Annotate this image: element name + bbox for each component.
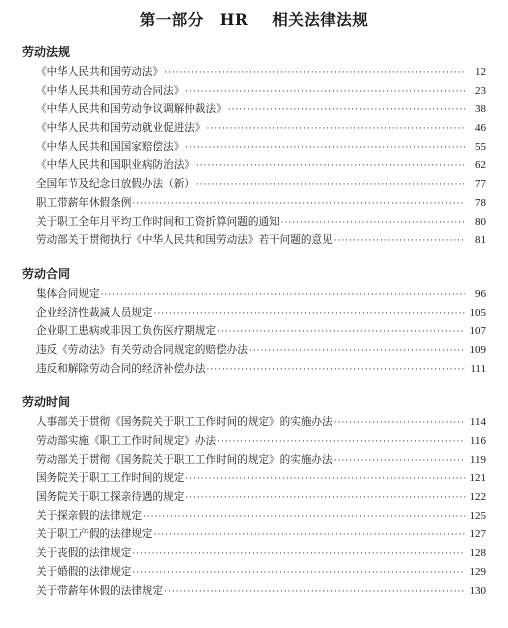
dot-leader bbox=[228, 101, 465, 120]
toc-entry bbox=[36, 451, 486, 470]
dot-leader bbox=[196, 176, 465, 195]
dot-leader bbox=[164, 583, 465, 602]
toc-entry bbox=[36, 432, 486, 451]
entry-title: 企业职工患病或非因工负伤医疗期规定 bbox=[36, 325, 217, 338]
dot-leader bbox=[217, 433, 465, 452]
toc-entry bbox=[36, 100, 486, 119]
entry-list bbox=[22, 413, 486, 600]
entry-title: 劳动部关于贯彻执行《中华人民共和国劳动法》若干问题的意见 bbox=[36, 234, 333, 247]
dot-leader bbox=[196, 157, 465, 176]
entry-title: 《中华人民共和国劳动合同法》 bbox=[36, 84, 185, 97]
toc-entry bbox=[36, 231, 486, 250]
entry-page-number: 38 bbox=[475, 103, 486, 116]
toc-entry bbox=[36, 413, 486, 432]
toc-entry bbox=[36, 544, 486, 563]
section-heading: 劳动法规 bbox=[22, 45, 71, 59]
entry-title: 劳动部关于贯彻《国务院关于职工工作时间的规定》的实施办法 bbox=[36, 453, 333, 466]
entry-title: 违反和解除劳动合同的经济补偿办法 bbox=[36, 362, 206, 375]
entry-title: 关于探亲假的法律规定 bbox=[36, 509, 142, 522]
entry-page-number: 23 bbox=[475, 84, 486, 97]
dot-leader bbox=[185, 489, 465, 508]
toc-entry bbox=[36, 175, 486, 194]
entry-title: 《中华人民共和国国家赔偿法》 bbox=[36, 140, 185, 153]
entry-page-number: 12 bbox=[475, 66, 486, 78]
toc-entry bbox=[36, 582, 486, 601]
entry-title: 国务院关于职工工作时间的规定 bbox=[36, 472, 185, 485]
toc-entry bbox=[36, 469, 486, 488]
dot-leader bbox=[154, 305, 465, 324]
section-working-hours bbox=[22, 392, 486, 600]
entry-title: 关于婚假的法律规定 bbox=[36, 565, 132, 578]
dot-leader bbox=[334, 414, 465, 433]
dot-leader bbox=[249, 342, 465, 361]
entry-title: 关于带薪年休假的法律规定 bbox=[36, 584, 164, 597]
entry-title: 劳动部实施《职工工作时间规定》办法 bbox=[36, 435, 217, 447]
toc-entry bbox=[36, 63, 486, 82]
entry-page-number: 80 bbox=[475, 215, 486, 228]
section-heading: 劳动合同 bbox=[22, 266, 71, 281]
dot-leader bbox=[207, 361, 466, 380]
entry-page-number: 130 bbox=[469, 584, 486, 597]
entry-page-number: 109 bbox=[469, 343, 486, 356]
entry-page-number: 78 bbox=[475, 196, 486, 209]
entry-title: 全国年节及纪念日放假办法（新） bbox=[36, 178, 195, 191]
toc-entry bbox=[36, 563, 486, 582]
entry-title: 关于丧假的法律规定 bbox=[36, 547, 132, 560]
dot-leader bbox=[281, 214, 465, 233]
entry-title: 关于职工产假的法律规定 bbox=[36, 528, 153, 541]
toc-entry bbox=[36, 285, 486, 304]
entry-page-number: 116 bbox=[469, 435, 486, 447]
dot-leader bbox=[143, 508, 465, 527]
toc-entry bbox=[36, 119, 486, 138]
entry-page-number: 96 bbox=[475, 287, 486, 300]
dot-leader bbox=[334, 232, 465, 251]
dot-leader bbox=[185, 139, 465, 158]
dot-leader bbox=[132, 195, 465, 214]
toc-entry bbox=[36, 304, 486, 323]
toc-entry bbox=[36, 341, 486, 360]
toc-entry bbox=[36, 194, 486, 213]
entry-title: 关于职工全年月平均工作时间和工资折算问题的通知 bbox=[36, 215, 280, 228]
entry-page-number: 105 bbox=[469, 306, 486, 319]
toc-entry bbox=[36, 525, 486, 544]
section-labor-regulations bbox=[22, 42, 486, 250]
entry-title: 职工带薪年休假条例 bbox=[36, 196, 132, 209]
entry-title: 集体合同规定 bbox=[36, 287, 100, 300]
dot-leader bbox=[185, 470, 465, 489]
dot-leader bbox=[101, 286, 465, 305]
entry-page-number: 114 bbox=[469, 416, 486, 429]
toc-entry bbox=[36, 156, 486, 175]
toc-entry bbox=[36, 138, 486, 157]
section-heading: 劳动时间 bbox=[22, 395, 71, 410]
entry-page-number: 111 bbox=[470, 362, 486, 375]
dot-leader bbox=[154, 526, 465, 545]
dot-leader bbox=[185, 83, 465, 102]
entry-title: 企业经济性裁减人员规定 bbox=[36, 306, 153, 319]
dot-leader bbox=[132, 564, 465, 583]
toc-entry bbox=[36, 82, 486, 101]
toc-entry bbox=[36, 322, 486, 341]
entry-title: 人事部关于贯彻《国务院关于职工工作时间的规定》的实施办法 bbox=[36, 416, 333, 429]
entry-title: 《中华人民共和国劳动法》 bbox=[36, 66, 164, 78]
toc-entry bbox=[36, 213, 486, 232]
dot-leader bbox=[334, 452, 465, 471]
section-labor-contracts bbox=[22, 264, 486, 378]
entry-page-number: 127 bbox=[469, 528, 486, 541]
entry-page-number: 122 bbox=[469, 491, 486, 504]
toc-entry bbox=[36, 360, 486, 379]
dot-leader bbox=[132, 545, 465, 564]
entry-page-number: 121 bbox=[469, 472, 486, 485]
entry-page-number: 77 bbox=[475, 178, 486, 191]
dot-leader bbox=[217, 323, 465, 342]
entry-list bbox=[22, 285, 486, 378]
entry-title: 国务院关于职工探亲待遇的规定 bbox=[36, 491, 185, 504]
dot-leader bbox=[164, 64, 465, 83]
entry-page-number: 125 bbox=[469, 509, 486, 522]
entry-page-number: 62 bbox=[475, 159, 486, 172]
entry-title: 《中华人民共和国劳动争议调解仲裁法》 bbox=[36, 103, 227, 116]
page-title: 第一部分 HR 相关法律法规 bbox=[139, 10, 369, 29]
entry-page-number: 128 bbox=[469, 547, 486, 560]
entry-page-number: 46 bbox=[475, 122, 486, 135]
entry-page-number: 107 bbox=[469, 325, 486, 338]
entry-page-number: 55 bbox=[475, 140, 486, 153]
entry-page-number: 81 bbox=[475, 234, 486, 247]
toc-entry bbox=[36, 488, 486, 507]
entry-page-number: 119 bbox=[469, 453, 486, 466]
entry-title: 《中华人民共和国职业病防治法》 bbox=[36, 159, 195, 172]
dot-leader bbox=[207, 120, 466, 139]
entry-title: 《中华人民共和国劳动就业促进法》 bbox=[36, 122, 206, 135]
entry-list bbox=[22, 63, 486, 250]
toc-entry bbox=[36, 507, 486, 526]
entry-title: 违反《劳动法》有关劳动合同规定的赔偿办法 bbox=[36, 343, 248, 356]
entry-page-number: 129 bbox=[469, 565, 486, 578]
